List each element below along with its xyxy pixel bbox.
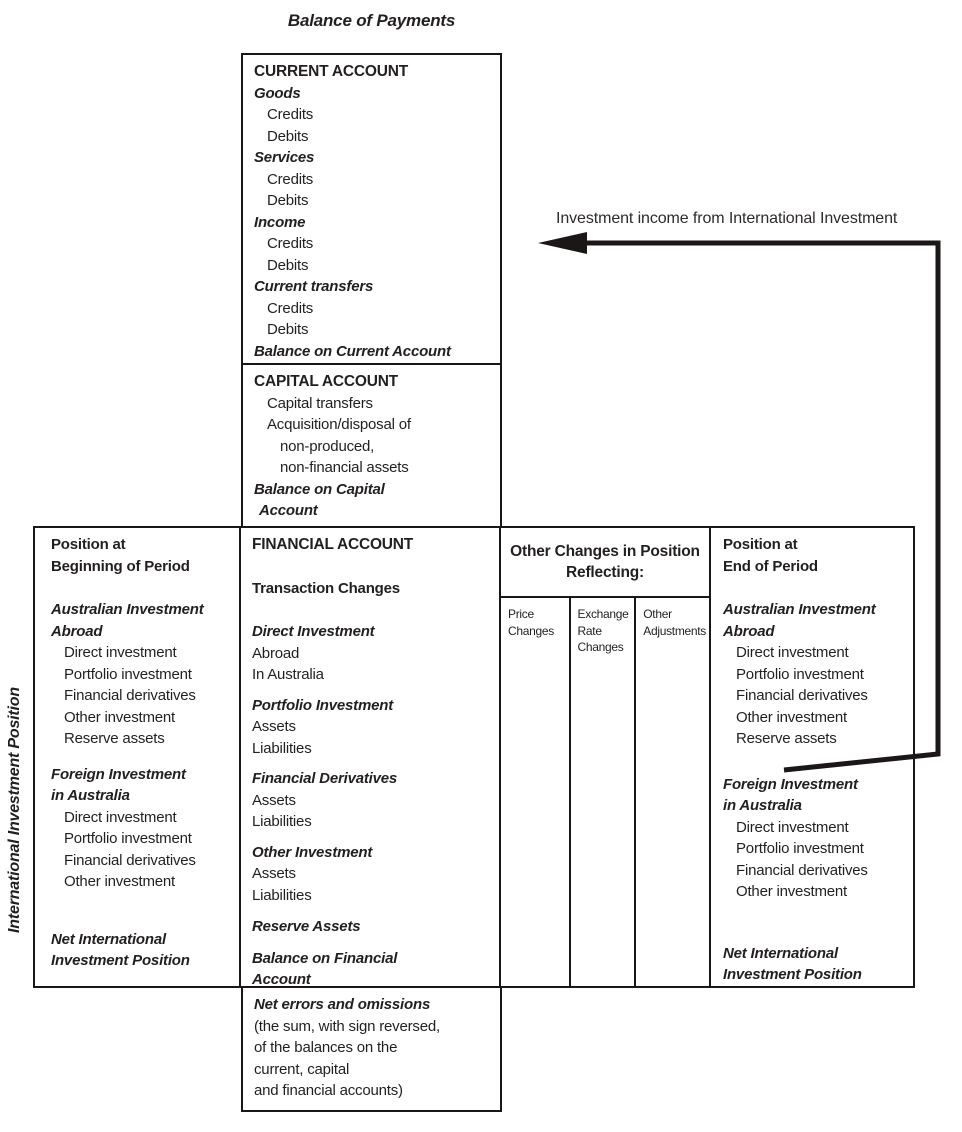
current-account-line: Debits xyxy=(267,321,309,338)
position-end-line: Australian Investment xyxy=(723,601,876,618)
arrow-label: Investment income from International Investment xyxy=(556,210,898,227)
capital-account-line: Account xyxy=(259,502,318,519)
net-errors-line: Net errors and omissions xyxy=(254,996,431,1013)
position-end-line: in Australia xyxy=(723,797,802,814)
financial-account-line: Financial Derivatives xyxy=(252,770,398,787)
position-beginning-line: Direct investment xyxy=(64,644,177,661)
position-beginning-line: Other investment xyxy=(64,873,176,890)
current-account-line: Services xyxy=(254,149,315,166)
capital-account-box xyxy=(241,365,502,526)
position-beginning-line: Foreign Investment xyxy=(51,765,186,783)
financial-account-line: In Australia xyxy=(252,666,324,683)
arrow-head xyxy=(538,232,587,254)
capital-account-line: non-produced, xyxy=(280,437,375,455)
current-account-line: Debits xyxy=(267,127,309,145)
position-end-line: Financial derivatives xyxy=(736,861,868,879)
current-account-line: CURRENT ACCOUNT xyxy=(254,63,408,80)
position-end-line: Position at xyxy=(723,536,798,553)
financial-account-line: Transaction Changes xyxy=(252,579,400,597)
other-changes-header: Other Changes in Position Reflecting: xyxy=(501,528,709,598)
financial-account-line: Assets xyxy=(252,865,296,882)
capital-account-line: Acquisition/disposal of xyxy=(267,416,411,433)
position-beginning-line: Beginning of Period xyxy=(51,557,190,575)
position-beginning-line: Position at xyxy=(51,536,126,553)
financial-account-line: FINANCIAL ACCOUNT xyxy=(252,536,414,553)
current-account-line: Credits xyxy=(267,299,314,317)
other-changes-columns xyxy=(501,598,709,988)
financial-account-line: Other Investment xyxy=(252,843,373,861)
current-account-line: Debits xyxy=(267,256,309,274)
financial-account-line: Assets xyxy=(252,791,296,809)
column-other-adjustments: Other Adjustments xyxy=(643,607,706,638)
current-account-line: Credits xyxy=(267,106,314,123)
position-beginning-line: Abroad xyxy=(51,622,103,640)
position-beginning-line: Australian Investment xyxy=(51,601,204,618)
financial-account-line: Account xyxy=(252,971,311,988)
financial-account-line: Portfolio Investment xyxy=(252,696,394,714)
position-end-line: Reserve assets xyxy=(736,730,837,747)
net-errors-line: (the sum, with sign reversed, xyxy=(254,1017,440,1035)
position-end-line: Direct investment xyxy=(736,644,849,661)
position-end-line: Investment Position xyxy=(723,966,862,983)
position-end-line: Abroad xyxy=(723,622,775,640)
financial-account-line: Assets xyxy=(252,718,296,735)
financial-account-line: Reserve Assets xyxy=(252,918,361,935)
net-errors-line: current, capital xyxy=(254,1060,350,1078)
position-end-line: Portfolio investment xyxy=(736,665,864,683)
current-account-line: Income xyxy=(254,213,306,231)
net-errors-box xyxy=(241,988,502,1112)
position-beginning-line: Direct investment xyxy=(64,808,177,826)
position-end-line: Net International xyxy=(723,944,838,962)
position-beginning-line: Reserve assets xyxy=(64,730,165,747)
position-beginning-line: Financial derivatives xyxy=(64,687,196,704)
financial-account-line: Balance on Financial xyxy=(252,949,398,967)
position-end-line: Direct investment xyxy=(736,818,849,836)
position-beginning-line: in Australia xyxy=(51,787,130,804)
position-beginning-line: Financial derivatives xyxy=(64,851,196,869)
financial-account-line: Liabilities xyxy=(252,739,312,757)
capital-account-line: CAPITAL ACCOUNT xyxy=(254,373,398,390)
diagram-title: Balance of Payments xyxy=(287,11,456,30)
other-changes-section xyxy=(501,526,711,988)
position-end-line: Financial derivatives xyxy=(736,687,868,704)
current-account-line: Goods xyxy=(254,84,301,102)
position-beginning-line: Net International xyxy=(51,930,166,948)
current-account-line: Balance on Current Account xyxy=(254,342,451,360)
net-errors-line: and financial accounts) xyxy=(254,1082,403,1099)
net-errors-line: of the balances on the xyxy=(254,1039,398,1056)
financial-account-line: Liabilities xyxy=(252,886,312,904)
current-account-line: Debits xyxy=(267,192,309,209)
column-exchange-rate-changes: Exchange Rate Changes xyxy=(571,598,637,988)
financial-account-line: Direct Investment xyxy=(252,623,375,640)
current-account-line: Credits xyxy=(267,170,314,188)
current-account-line: Current transfers xyxy=(254,278,374,295)
capital-account-line: non-financial assets xyxy=(280,459,409,476)
position-beginning-line: Portfolio investment xyxy=(64,665,192,683)
position-end-line: Other investment xyxy=(736,883,848,900)
column-price-changes: Price Changes xyxy=(501,598,571,988)
position-beginning-box xyxy=(33,526,241,988)
position-end-line: Foreign Investment xyxy=(723,775,858,793)
position-end-line: End of Period xyxy=(723,557,818,575)
financial-account-line: Liabilities xyxy=(252,813,312,830)
position-beginning-line: Investment Position xyxy=(51,952,190,969)
financial-account-line: Abroad xyxy=(252,644,300,662)
position-end-line: Other investment xyxy=(736,708,848,726)
position-beginning-line: Portfolio investment xyxy=(64,830,192,847)
capital-account-line: Balance on Capital xyxy=(254,480,385,498)
capital-account-line: Capital transfers xyxy=(267,394,373,412)
position-beginning-line: Other investment xyxy=(64,708,176,726)
financial-account-box xyxy=(241,526,501,988)
international-investment-position-label: International Investment Position xyxy=(6,687,23,933)
position-end-box xyxy=(711,526,915,988)
current-account-box xyxy=(241,53,502,365)
current-account-line: Credits xyxy=(267,235,314,252)
position-end-line: Portfolio investment xyxy=(736,840,864,857)
